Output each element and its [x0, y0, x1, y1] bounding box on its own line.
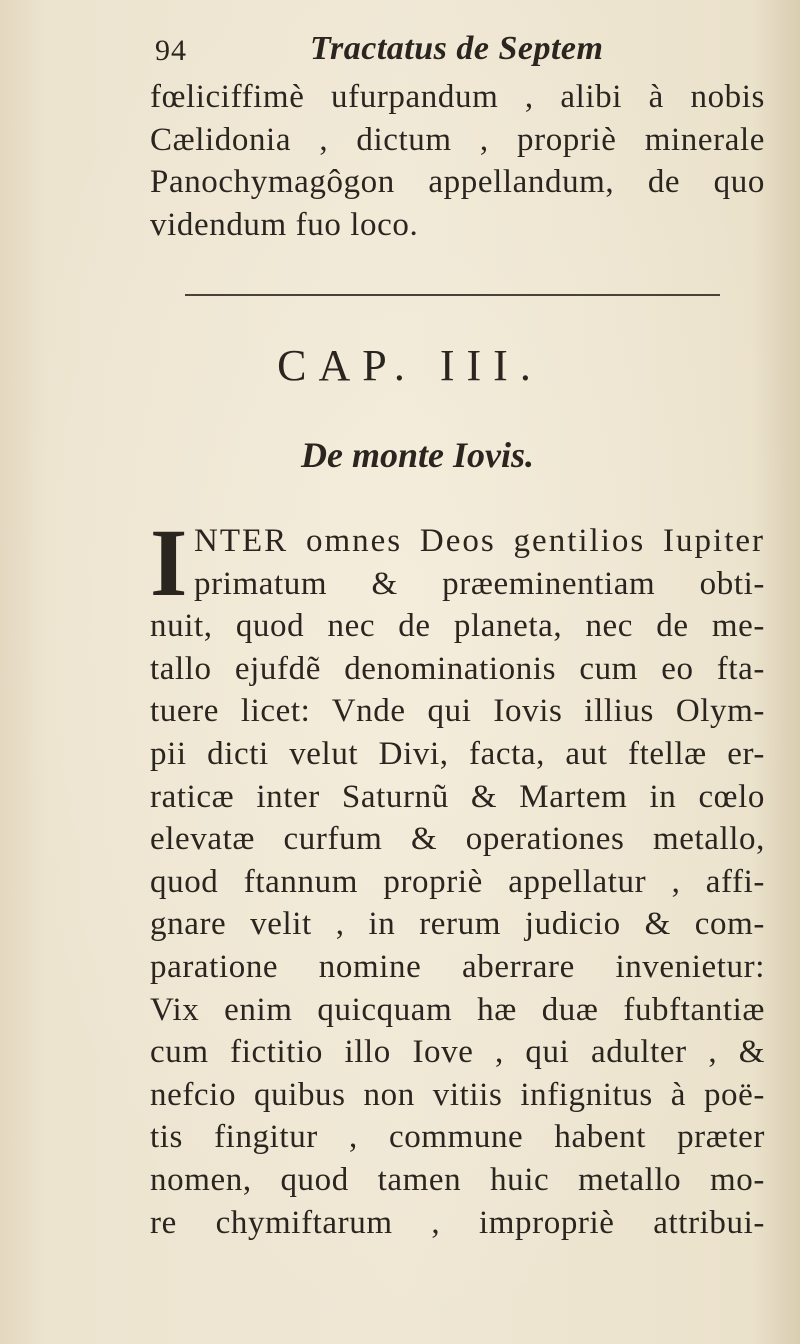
section-divider-rule — [185, 294, 720, 296]
drop-capital: I — [150, 509, 188, 616]
text-line: tallo ejufdẽ denominationis cum eo fta- — [150, 650, 765, 687]
chapter-heading: CAP. III. — [277, 341, 543, 390]
text-line: quod ftannum propriè appellatur , affi- — [150, 863, 765, 900]
page-number: 94 — [155, 34, 187, 67]
text-line: Panochymagôgon appellandum, de quo — [150, 164, 765, 201]
text-line: primatum & præeminentiam obti- — [194, 565, 765, 602]
text-line: tuere licet: Vnde qui Iovis illius Olym- — [150, 693, 765, 730]
running-title: Tractatus de Septem — [310, 30, 604, 67]
text-line: pii dicti velut Divi, facta, aut ftellæ er- — [150, 735, 765, 772]
chapter-subtitle: De monte Iovis. — [301, 435, 534, 475]
text-line: elevatæ curfum & operationes metallo, — [150, 821, 765, 858]
continued-text — [150, 76, 765, 246]
page-header — [155, 30, 755, 80]
text-line: tis fingitur , commune habent præter — [150, 1119, 765, 1156]
text-line: fœliciffimè ufurpandum , alibi à nobis — [150, 79, 765, 115]
chapter-paragraph — [150, 509, 765, 1244]
text-line: raticæ inter Saturnũ & Martem in cœlo — [150, 778, 765, 815]
text-line: paratione nomine aberrare invenietur: — [150, 948, 765, 985]
text-line: videndum fuo loco. — [150, 206, 419, 243]
text-line: nomen, quod tamen huic metallo mo- — [150, 1161, 765, 1198]
text-line: NTER omnes Deos gentilios Iupiter — [194, 523, 765, 559]
text-line: nefcio quibus non vitiis infignitus à poë- — [150, 1076, 765, 1113]
text-line: nuit, quod nec de planeta, nec de me- — [150, 608, 765, 645]
text-line: Vix enim quicquam hæ duæ fubftantiæ — [150, 991, 765, 1028]
text-line: Cælidonia , dictum , propriè minerale — [150, 121, 765, 158]
text-line: gnare velit , in rerum judicio & com- — [150, 906, 765, 943]
text-line: cum fictitio illo Iove , qui adulter , & — [150, 1034, 765, 1071]
text-line: re chymiftarum , impropriè attribui- — [150, 1204, 765, 1241]
